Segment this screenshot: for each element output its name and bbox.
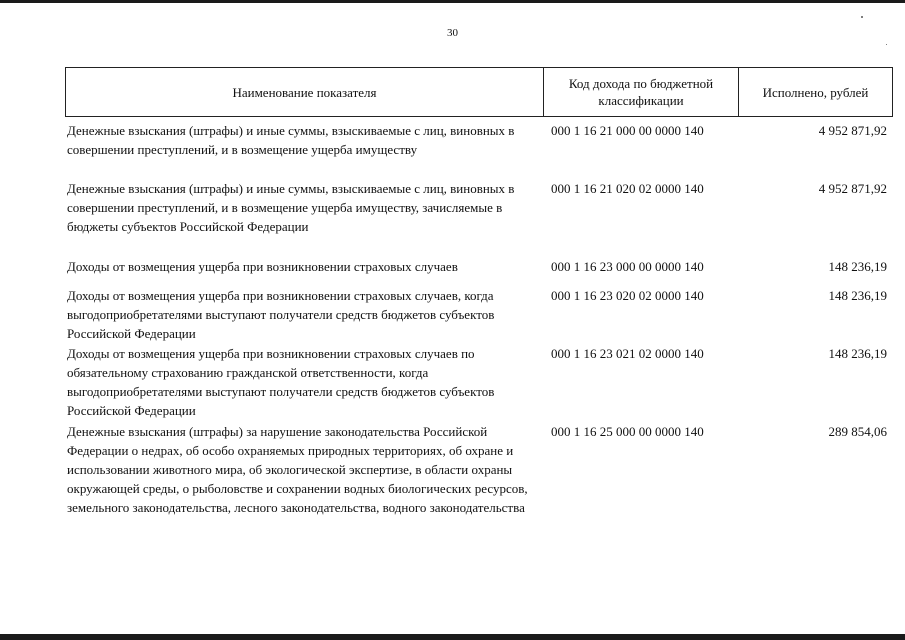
scan-speck	[886, 44, 887, 45]
row-name: Денежные взыскания (штрафы) и иные суммы, взыскиваемые с лиц, виновных в совершении преступлений, и в возмещение ущерба имуществу	[67, 123, 515, 157]
row-amount: 4 952 871,92	[818, 123, 887, 138]
column-header-amount: Исполнено, рублей	[762, 84, 869, 100]
row-amount: 148 236,19	[828, 288, 887, 303]
row-code: 000 1 16 21 020 02 0000 140	[551, 181, 704, 196]
scan-top-edge	[0, 0, 905, 3]
row-name: Денежные взыскания (штрафы) за нарушение законодательства Российской Федерации о недрах, об особо охраняемых природных территориях, об охране и использовании животного мира, об экологической экспертизе, в области охраны окружающей среды, о рыболовстве и сохранении водных биологических ресурсов, земельного законодательства, лесного законодательства, водного законодательства	[67, 424, 528, 515]
row-amount: 148 236,19	[828, 346, 887, 361]
row-name: Доходы от возмещения ущерба при возникновении страховых случаев, когда выгодоприобретателями выступают получатели средств бюджетов субъектов Российской Федерации	[67, 288, 495, 341]
row-name: Денежные взыскания (штрафы) и иные суммы, взыскиваемые с лиц, виновных в совершении преступлений, и в возмещение ущерба имуществу, зачисляемые в бюджеты субъектов Российской Федерации	[67, 181, 515, 234]
row-amount: 148 236,19	[828, 259, 887, 274]
row-code: 000 1 16 23 021 02 0000 140	[551, 346, 704, 361]
row-name: Доходы от возмещения ущерба при возникновении страховых случаев	[67, 259, 458, 274]
scan-bottom-edge	[0, 634, 905, 640]
row-name: Доходы от возмещения ущерба при возникновении страховых случаев по обязательному страхованию гражданской ответственности, когда выгодоприобретателями выступают получатели средств бюджетов субъектов Российской Федерации	[67, 346, 495, 418]
row-code: 000 1 16 23 020 02 0000 140	[551, 288, 704, 303]
row-amount: 4 952 871,92	[818, 181, 887, 196]
row-code: 000 1 16 21 000 00 0000 140	[551, 123, 704, 138]
row-code: 000 1 16 25 000 00 0000 140	[551, 424, 704, 439]
row-code: 000 1 16 23 000 00 0000 140	[551, 259, 704, 274]
scan-speck	[861, 16, 863, 18]
column-header-code: Код дохода по бюджетной классификации	[544, 68, 739, 116]
table-header	[65, 67, 893, 117]
row-amount: 289 854,06	[828, 424, 887, 439]
column-header-name: Наименование показателя	[66, 68, 544, 116]
page-number: 30	[447, 27, 458, 39]
